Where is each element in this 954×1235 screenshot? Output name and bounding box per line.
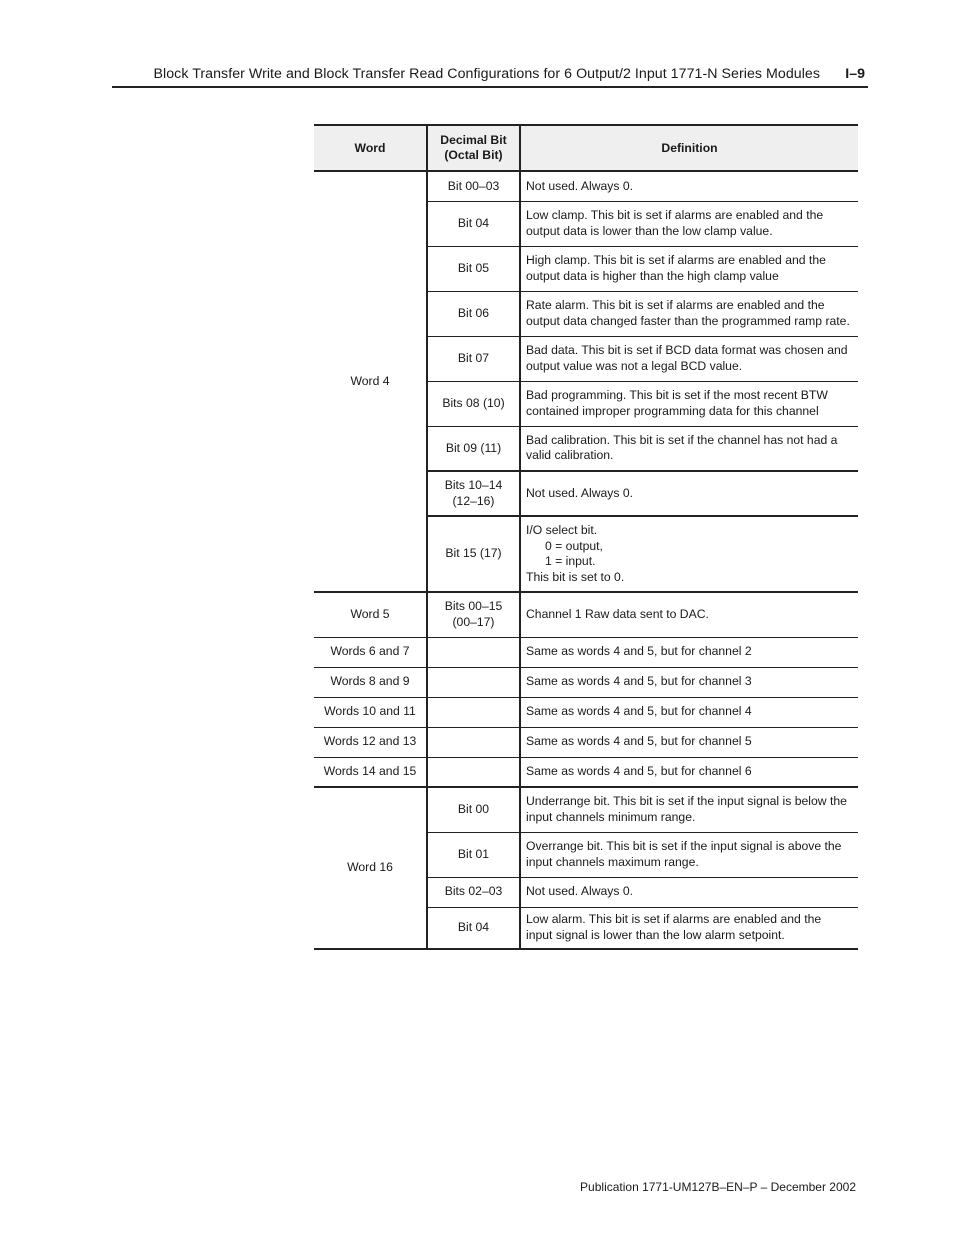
bit-cell: Bits 02–03	[427, 877, 520, 907]
word-cell: Words 8 and 9	[314, 667, 427, 697]
bit-cell: Bits 08 (10)	[427, 381, 520, 426]
definition-cell: Low clamp. This bit is set if alarms are enabled and the output data is lower than the low clamp value.	[520, 201, 858, 246]
definition-cell: Rate alarm. This bit is set if alarms are enabled and the output data changed faster than the programmed ramp rate.	[520, 291, 858, 336]
bit-cell	[427, 757, 520, 787]
table-header-row	[314, 125, 858, 171]
word-cell: Word 5	[314, 592, 427, 637]
table-row	[314, 637, 858, 667]
bit-cell: Bit 15 (17)	[427, 516, 520, 592]
definition-cell: Not used. Always 0.	[520, 877, 858, 907]
table-row	[314, 697, 858, 727]
bit-cell	[427, 727, 520, 757]
column-header-word: Word	[314, 125, 427, 171]
bit-cell: Bit 07	[427, 336, 520, 381]
definition-cell: Same as words 4 and 5, but for channel 2	[520, 637, 858, 667]
bit-cell: Bit 09 (11)	[427, 426, 520, 471]
bit-cell	[427, 637, 520, 667]
word-cell: Word 4	[314, 171, 427, 592]
word-cell: Words 6 and 7	[314, 637, 427, 667]
definition-cell: Not used. Always 0.	[520, 171, 858, 201]
definition-cell: Bad programming. This bit is set if the most recent BTW contained improper programming data for this channel	[520, 381, 858, 426]
definition-cell: Same as words 4 and 5, but for channel 4	[520, 697, 858, 727]
word-cell: Words 14 and 15	[314, 757, 427, 787]
bit-cell: Bit 04	[427, 907, 520, 949]
definition-cell: Low alarm. This bit is set if alarms are enabled and the input signal is lower than the low alarm setpoint.	[520, 907, 858, 949]
page-number: I–9	[845, 66, 865, 82]
definition-cell: Same as words 4 and 5, but for channel 6	[520, 757, 858, 787]
word-cell: Words 12 and 13	[314, 727, 427, 757]
table-row	[314, 667, 858, 697]
bit-cell: Bit 00–03	[427, 171, 520, 201]
running-header-title: Block Transfer Write and Block Transfer Read Configurations for 6 Output/2 Input 1771-N Series Modules	[153, 66, 820, 82]
definition-cell: I/O select bit. 0 = output, 1 = input. This bit is set to 0.	[520, 516, 858, 592]
definition-cell: Bad data. This bit is set if BCD data format was chosen and output value was not a legal BCD value.	[520, 336, 858, 381]
bit-cell: Bits 10–14 (12–16)	[427, 471, 520, 516]
definition-cell: Channel 1 Raw data sent to DAC.	[520, 592, 858, 637]
bit-cell	[427, 697, 520, 727]
table-row	[314, 757, 858, 787]
table-row	[314, 171, 858, 201]
column-header-bit: Decimal Bit (Octal Bit)	[427, 125, 520, 171]
definition-cell: Underrange bit. This bit is set if the input signal is below the input channels minimum range.	[520, 787, 858, 832]
column-header-definition: Definition	[520, 125, 858, 171]
page-header	[112, 62, 868, 88]
publication-footer: Publication 1771-UM127B–EN–P – December 2002	[580, 1180, 856, 1194]
bit-cell: Bit 05	[427, 246, 520, 291]
word-cell: Words 10 and 11	[314, 697, 427, 727]
definition-cell: Overrange bit. This bit is set if the input signal is above the input channels maximum range.	[520, 832, 858, 877]
definition-cell: Not used. Always 0.	[520, 471, 858, 516]
bit-definition-table	[314, 124, 858, 950]
bit-cell	[427, 667, 520, 697]
bit-cell: Bit 00	[427, 787, 520, 832]
word-cell: Word 16	[314, 787, 427, 949]
definition-cell: Bad calibration. This bit is set if the channel has not had a valid calibration.	[520, 426, 858, 471]
definition-cell: Same as words 4 and 5, but for channel 3	[520, 667, 858, 697]
definition-cell: High clamp. This bit is set if alarms are enabled and the output data is higher than the high clamp value	[520, 246, 858, 291]
bit-cell: Bits 00–15 (00–17)	[427, 592, 520, 637]
table-row	[314, 592, 858, 637]
definition-cell: Same as words 4 and 5, but for channel 5	[520, 727, 858, 757]
bit-cell: Bit 04	[427, 201, 520, 246]
table-row	[314, 787, 858, 832]
bit-cell: Bit 01	[427, 832, 520, 877]
table-row	[314, 727, 858, 757]
bit-cell: Bit 06	[427, 291, 520, 336]
